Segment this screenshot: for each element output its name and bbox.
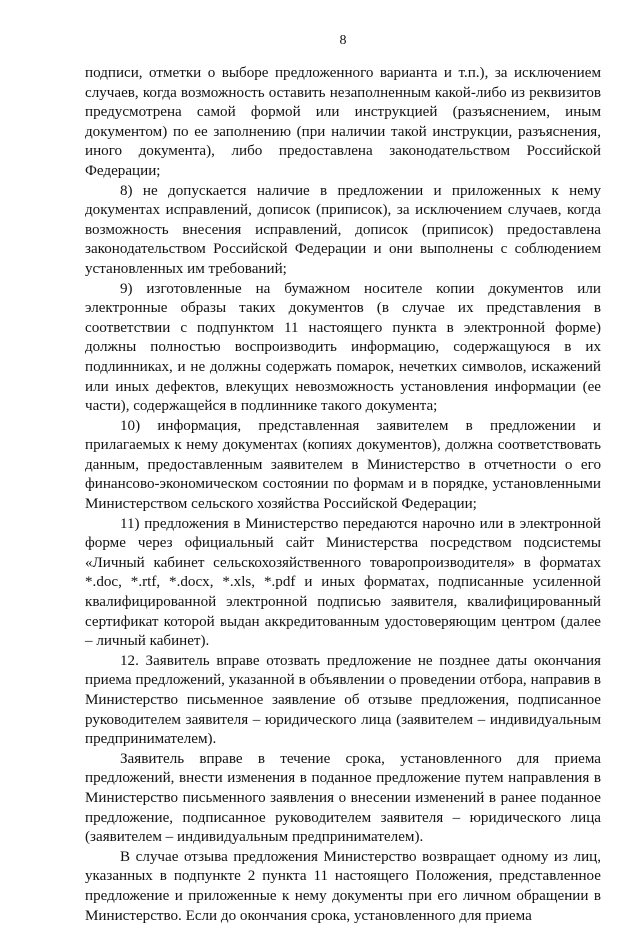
paragraph-item-9: 9) изготовленные на бумажном носителе копии документов или электронные образы таких документов (в случае их представления в соответствии с подпунктом 11 настоящего пункта в электронной форме) должны полностью воспроизводить информацию, содержащуюся в их подлинниках, и не должны содержать помарок, нечетких символов, искажений или иных дефектов, влекущих невозможность установления информации (ее части), содержащейся в подлиннике такого документа;	[85, 280, 601, 415]
paragraph-continuation: подписи, отметки о выборе предложенного варианта и т.п.), за исключением случаев, когда возможность оставить незаполненным какой-либо из реквизитов предусмотрена самой формой или инструкцией (разъяснением, иным документом) по ее заполнению (при наличии такой инструкции, разъяснения, иного документа), либо предоставлена законодательством Российской Федерации;	[85, 65, 601, 179]
paragraph-item-8: 8) не допускается наличие в предложении и приложенных к нему документах исправлений, дописок (приписок), за исключением случаев, когда возможность внесения исправлений, дописок (приписок) предоставлена законодательством Российской Федерации и они выполнены с соблюдением установленных им требований;	[85, 182, 601, 277]
paragraph-amendments: Заявитель вправе в течение срока, установленного для приема предложений, внести изменения в поданное предложение путем направления в Министерство письменного заявления о внесении изменений в ранее поданное предложение, подписанное руководителем заявителя – юридического лица (заявителем – индивидуальным предпринимателем).	[85, 750, 601, 846]
page-number: 8	[339, 33, 347, 48]
document-body	[85, 64, 601, 926]
paragraph-section-12: 12. Заявитель вправе отозвать предложение не позднее даты окончания приема предложений, указанной в объявлении о проведении отбора, направив в Министерство письменное заявление об отзыве предложения, подписанное руководителем заявителя – юридического лица (заявителем – индивидуальным предпринимателем).	[85, 652, 601, 748]
paragraph-withdrawal-return: В случае отзыва предложения Министерство возвращает одному из лиц, указанных в подпункте 2 пункта 11 настоящего Положения, представленное предложение и приложенные к нему документы при его личном обращении в Министерство. Если до окончания срока, установленного для приема	[85, 848, 601, 924]
paragraph-item-10: 10) информация, представленная заявителем в предложении и прилагаемых к нему документах (копиях документов), должна соответствовать данным, предоставленным заявителем в Министерство в отчетности о его финансово-экономическом состоянии по формам и в порядке, установленными Министерством сельского хозяйства Российской Федерации;	[85, 417, 601, 513]
paragraph-item-11: 11) предложения в Министерство передаются нарочно или в электронной форме через официальный сайт Министерства посредством подсистемы «Личный кабинет сельскохозяйственного товаропроизводителя» в форматах *.doc, *.rtf, *.docx, *.xls, *.pdf и иных форматах, подписанные усиленной квалифицированной электронной подписью заявителя, квалифицированный сертификат которой выдан аккредитованным удостоверяющим центром (далее – личный кабинет).	[85, 515, 601, 650]
